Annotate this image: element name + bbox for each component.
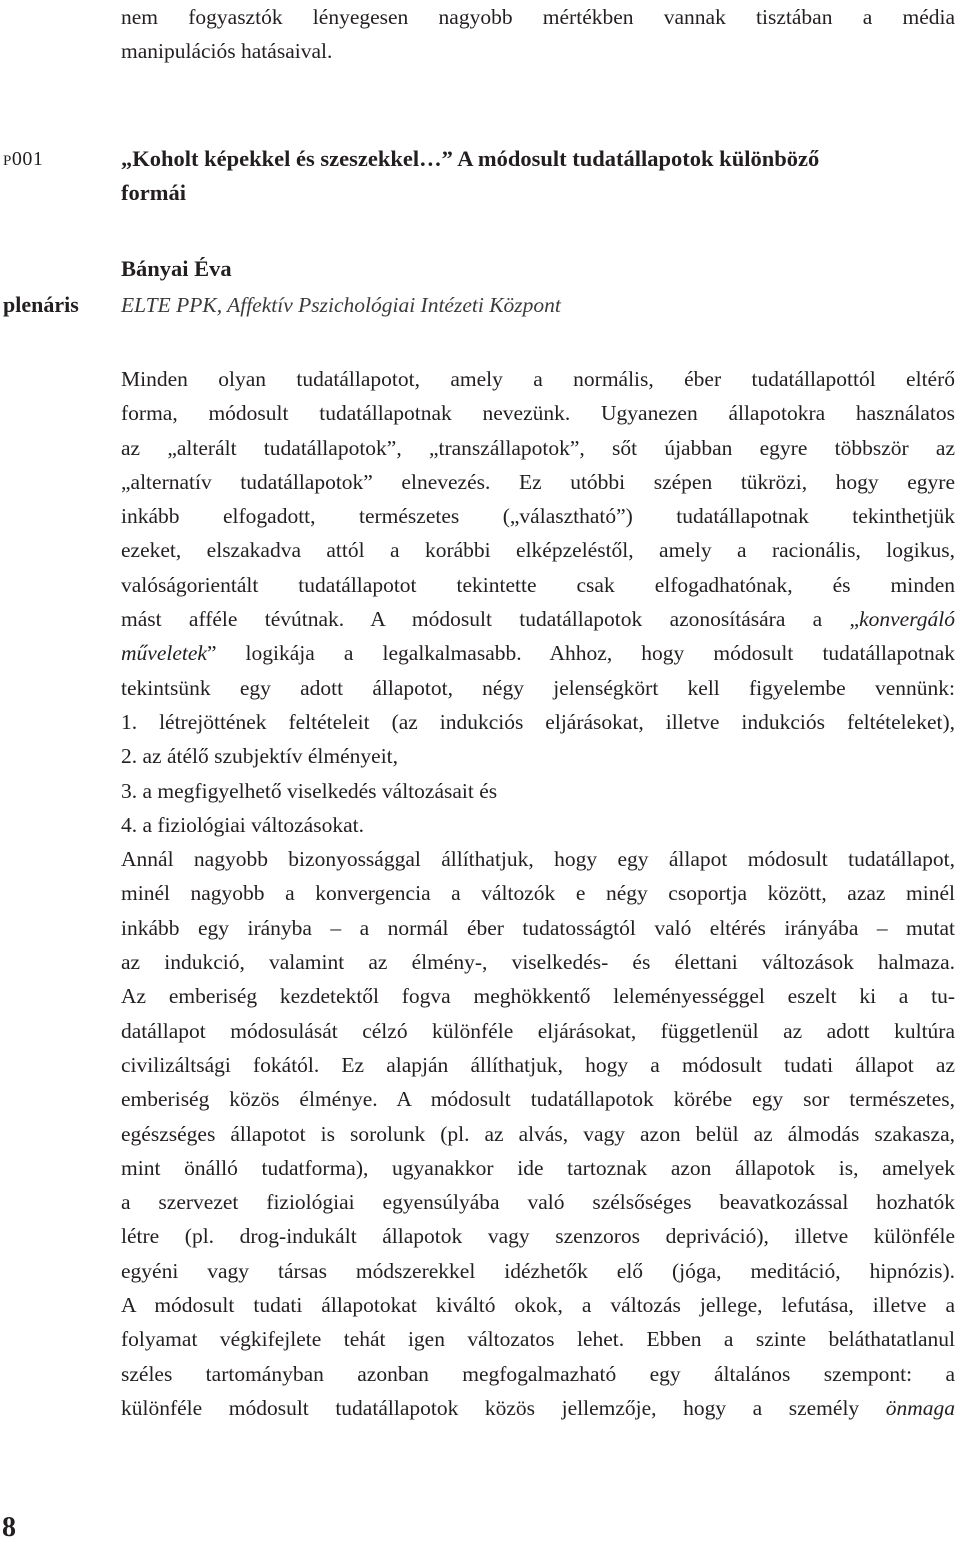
list-item-3: 3. a megfigyelhető viselkedés változásait és bbox=[121, 778, 498, 803]
body-line: az indukció, valamint az élmény-, viselkedés- és élettani változások halmaza. bbox=[121, 950, 955, 975]
intro-paragraph bbox=[121, 0, 955, 69]
body-line: forma, módosult tudatállapotnak nevezünk. Ugyanezen állapotokra használatos bbox=[121, 401, 955, 426]
body-text: mást afféle tévútnak. A módosult tudatállapotok azonosítására a „ bbox=[121, 607, 860, 632]
intro-line-1: nem fogyasztók lényegesen nagyobb mértékben vannak tisztában a média bbox=[121, 5, 955, 29]
page-number: 8 bbox=[2, 1512, 16, 1543]
body-line: széles tartományban azonban megfogalmazható egy általános szempont: a bbox=[121, 1361, 955, 1386]
body-line: egészséges állapotot is sorolunk (pl. az alvás, vagy azon belül az álmodás szakasza, bbox=[121, 1121, 955, 1146]
list-item-4: 4. a fiziológiai változásokat. bbox=[121, 812, 364, 837]
body-line: Minden olyan tudatállapotot, amely a normális, éber tudatállapottól eltérő bbox=[121, 367, 955, 391]
list-item-1: 1. létrejöttének feltételeit (az indukciós eljárásokat, illetve indukciós feltételeket), bbox=[121, 709, 955, 734]
list-item-2: 2. az átélő szubjektív élményeit, bbox=[121, 744, 399, 769]
author-name: Bányai Éva bbox=[121, 256, 232, 281]
body-line bbox=[121, 1391, 955, 1425]
abstract-title-line-2: formái bbox=[121, 180, 186, 205]
emphasis-term: konvergáló bbox=[859, 607, 955, 632]
abstract-code bbox=[3, 148, 43, 171]
body-text: különféle módosult tudatállapotok közös jellemzője, hogy a személy bbox=[121, 1395, 886, 1420]
body-line: emberiség közös élménye. A módosult tudatállapotok körébe egy sor természetes, bbox=[121, 1087, 955, 1112]
session-label: plenáris bbox=[3, 292, 79, 317]
body-line: Az emberiség kezdetektől fogva meghökkentő leleményességgel eszelt ki a tu- bbox=[121, 984, 955, 1009]
abstract-code-number: 001 bbox=[11, 148, 44, 170]
body-line bbox=[121, 602, 955, 636]
body-line: Annál nagyobb bizonyossággal állíthatjuk, hogy egy állapot módosult tudatállapot, bbox=[121, 847, 955, 872]
body-line: az „alterált tudatállapotok”, „transzállapotok”, sőt újabban egyre többször az bbox=[121, 435, 955, 460]
emphasis-term: önmaga bbox=[885, 1395, 955, 1420]
emphasis-term: műveletek bbox=[121, 641, 207, 666]
body-line: a szervezet fiziológiai egyensúlyába való szélsőséges beavatkozással hozhatók bbox=[121, 1190, 955, 1215]
body-line: minél nagyobb a konvergencia a változók e négy csoportja között, azaz minél bbox=[121, 881, 955, 906]
body-text: ” logikája a legalkalmasabb. Ahhoz, hogy módosult tudatállapotnak bbox=[206, 641, 955, 666]
body-line: ezeket, elszakadva attól a korábbi elképzeléstől, amely a racionális, logikus, bbox=[121, 538, 955, 563]
body-line: egyéni vagy társas módszerekkel idézhetők elő (jóga, meditáció, hipnózis). bbox=[121, 1258, 955, 1283]
abstract-title bbox=[121, 142, 955, 210]
intro-line-2: manipulációs hatásaival. bbox=[121, 39, 333, 64]
abstract-title-line-1: „Koholt képekkel és szeszekkel…” A módosult tudatállapotok különböző bbox=[121, 146, 820, 171]
body-line: A módosult tudati állapotokat kiváltó okok, a változás jellege, lefutása, illetve a bbox=[121, 1293, 955, 1318]
body-line: mint önálló tudatforma), ugyanakkor ide tartoznak azon állapotok is, amelyek bbox=[121, 1155, 955, 1180]
body-line: „alternatív tudatállapotok” elnevezés. Ez utóbbi szépen tükrözi, hogy egyre bbox=[121, 469, 955, 494]
body-line: tekintsünk egy adott állapotot, négy jelenségkört kell figyelembe vennünk: bbox=[121, 675, 955, 700]
body-line: létre (pl. drog-indukált állapotok vagy szenzoros depriváció), illetve különféle bbox=[121, 1224, 955, 1249]
body-line: folyamat végkifejlete tehát igen változatos lehet. Ebben a szinte beláthatatlanul bbox=[121, 1327, 955, 1352]
body-line: civilizáltsági fokától. Ez alapján állíthatjuk, hogy a módosult tudati állapot az bbox=[121, 1052, 955, 1077]
abstract-code-letter: P bbox=[3, 153, 12, 169]
body-line bbox=[121, 636, 955, 670]
body-line: inkább egy irányba – a normál éber tudatosságtól való eltérés irányába – mutat bbox=[121, 915, 955, 940]
author-affiliation: ELTE PPK, Affektív Pszichológiai Intézeti Központ bbox=[121, 293, 561, 317]
body-line: datállapot módosulását célzó különféle eljárásokat, függetlenül az adott kultúra bbox=[121, 1018, 955, 1043]
body-line: valóságorientált tudatállapotot tekintette csak elfogadhatónak, és minden bbox=[121, 572, 955, 597]
abstract-body bbox=[121, 362, 955, 1425]
body-line: inkább elfogadott, természetes („választható”) tudatállapotnak tekinthetjük bbox=[121, 504, 955, 529]
